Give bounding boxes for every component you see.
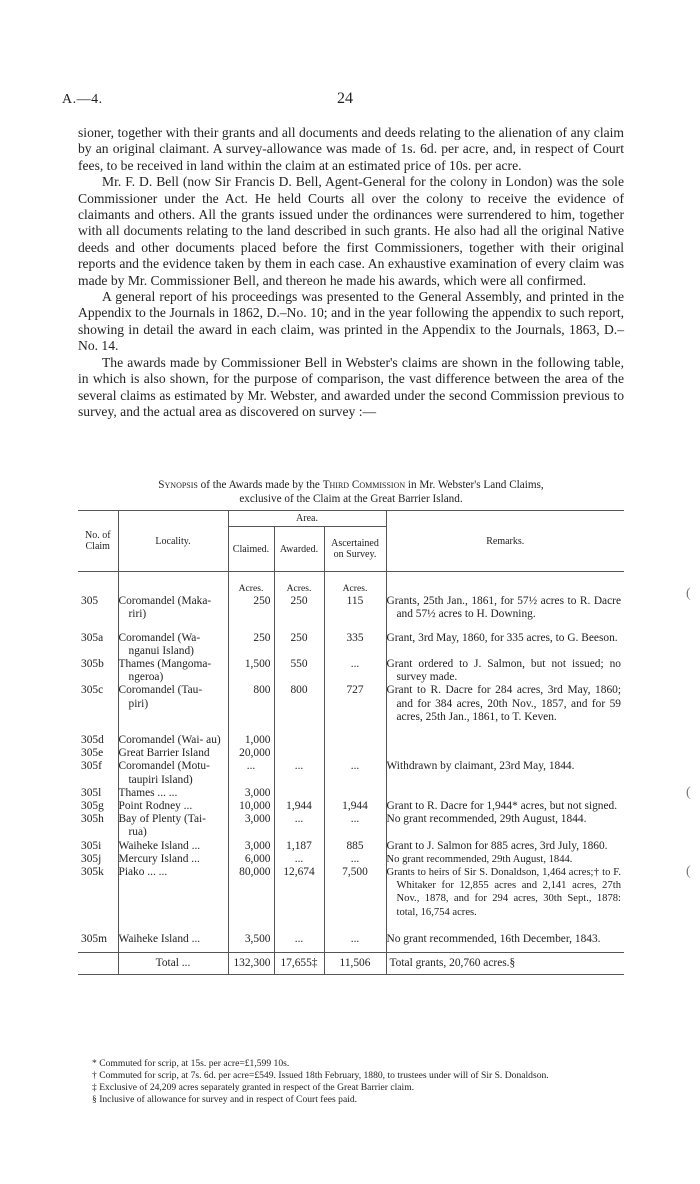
locality: Coromandel (Wai- au) — [118, 734, 228, 747]
claimed: 250 — [228, 595, 274, 631]
ascertained: 1,944 — [324, 800, 386, 813]
ascertained — [324, 787, 386, 800]
locality: Piako ... ... — [118, 866, 228, 933]
table-caption — [78, 478, 624, 506]
claimed: 3,000 — [228, 813, 274, 839]
awarded: ... — [274, 933, 324, 953]
remarks — [386, 747, 624, 760]
ascertained: 727 — [324, 684, 386, 734]
awarded — [274, 787, 324, 800]
table-row — [78, 658, 624, 684]
table-row — [78, 684, 624, 734]
caption-text: in Mr. Webster's Land Claims, — [405, 479, 544, 491]
ascertained: ... — [324, 853, 386, 866]
header-awarded: Awarded. — [274, 527, 324, 572]
awarded — [274, 747, 324, 760]
remarks: Grant to R. Dacre for 1,944* acres, but not signed. — [386, 800, 618, 813]
awarded: 250 — [274, 632, 324, 658]
claimed: ... — [228, 760, 274, 786]
table-row — [78, 595, 624, 631]
table-row — [78, 853, 624, 866]
header-claim-no: No. of Claim — [78, 511, 118, 572]
awarded: 12,674 — [274, 866, 324, 933]
ascertained — [324, 734, 386, 747]
awarded: ... — [274, 760, 324, 786]
total-awarded: 17,655‡ — [274, 953, 324, 975]
remarks — [386, 787, 624, 800]
remarks: No grant recommended, 29th August, 1844. — [386, 853, 573, 865]
claimed: 80,000 — [228, 866, 274, 933]
ascertained — [324, 747, 386, 760]
remarks: Grant, 3rd May, 1860, for 335 acres, to G. Beeson. — [386, 631, 618, 644]
caption-line-2: exclusive of the Claim at the Great Barrier Island. — [239, 493, 463, 505]
awards-table — [78, 510, 624, 975]
claim-no: 305f — [78, 760, 118, 786]
locality: Thames (Mangoma- ngeroa) — [118, 658, 228, 684]
locality: Coromandel (Motu- taupiri Island) — [118, 760, 228, 786]
claim-no: 305d — [78, 734, 118, 747]
awarded: 250 — [274, 595, 324, 631]
awarded: ... — [274, 813, 324, 839]
footnote: * Commuted for scrip, at 15s. per acre=£1,599 10s. — [92, 1058, 290, 1069]
claimed: 10,000 — [228, 800, 274, 813]
units-row — [78, 572, 624, 596]
ascertained: ... — [324, 933, 386, 953]
paragraph: A general report of his proceedings was presented to the General Assembly, and printed in the Appendix to the Journals in 1862, D.–No. 10; and in the year following the appendix to such report, showing in detail the award in each claim, was printed in the Appendix to the Journals, 1863, D.–No. 14. — [78, 289, 624, 354]
table-row — [78, 800, 624, 813]
claim-no: 305c — [78, 684, 118, 734]
footnote: ‡ Exclusive of 24,209 acres separately granted in respect of the Great Barrier claim. — [92, 1082, 415, 1093]
claim-no: 305k — [78, 866, 118, 933]
locality: Point Rodney ... — [118, 800, 228, 813]
paragraph: Mr. F. D. Bell (now Sir Francis D. Bell, Agent-General for the colony in London) was the sole Commissioner under the Act. He held Courts all over the colony to receive the evidence of claimants and others. All the grants issued under the ordinances were surrendered to him, together with all documents relating to the land described in such grants. He also had all the original Native deeds and other documents placed before the first Commissioners, together with their original reports and the evidence taken by them in each case. An exhaustive examination of every claim was made by Mr. Commissioner Bell, and thereon he made his awards, which were all confirmed. — [78, 174, 624, 288]
claimed: 6,000 — [228, 853, 274, 866]
unit-awarded: Acres. — [274, 572, 324, 596]
footnotes — [92, 1058, 632, 1106]
paragraph: sioner, together with their grants and all documents and deeds relating to the alienation of any claim by an original claimant. A survey-allowance was made of 1s. 6d. per acre, and, in respect of Court fees, to be received in land within the claim at an estimated price of 10s. per acre. — [78, 125, 624, 173]
table-row — [78, 866, 624, 933]
claim-no: 305h — [78, 813, 118, 839]
remarks: No grant recommended, 29th August, 1844. — [386, 813, 587, 826]
claimed: 800 — [228, 684, 274, 734]
total-label: Total ... — [118, 953, 228, 975]
header-ascertained: Ascertained on Survey. — [324, 527, 386, 572]
locality: Mercury Island ... — [118, 853, 228, 866]
claim-no: 305g — [78, 800, 118, 813]
claim-no: 305l — [78, 787, 118, 800]
claimed: 3,000 — [228, 787, 274, 800]
ascertained: ... — [324, 760, 386, 786]
unit-claimed: Acres. — [228, 572, 274, 596]
claimed: 3,000 — [228, 840, 274, 853]
total-ascertained: 11,506 — [324, 953, 386, 975]
awarded: 1,187 — [274, 840, 324, 853]
locality: Bay of Plenty (Tai- rua) — [118, 813, 228, 839]
claim-no: 305i — [78, 840, 118, 853]
remarks: Grants, 25th Jan., 1861, for 57½ acres to R. Dacre and 57½ acres to H. Downing. — [386, 595, 621, 621]
awarded: 550 — [274, 658, 324, 684]
table-row — [78, 760, 624, 786]
remarks: Withdrawn by claimant, 23rd May, 1844. — [386, 760, 575, 773]
table-row — [78, 787, 624, 800]
locality: Coromandel (Maka- riri) — [118, 595, 228, 631]
claim-no: 305a — [78, 632, 118, 658]
awarded — [274, 734, 324, 747]
table-row — [78, 813, 624, 839]
ascertained: ... — [324, 813, 386, 839]
ascertained: 335 — [324, 632, 386, 658]
ascertained: 885 — [324, 840, 386, 853]
table-row — [78, 747, 624, 760]
header-claimed: Claimed. — [228, 527, 274, 572]
claimed: 1,000 — [228, 734, 274, 747]
caption-lead: Synopsis — [158, 479, 198, 491]
claim-no: 305e — [78, 747, 118, 760]
body-text — [78, 125, 624, 420]
header-locality: Locality. — [118, 511, 228, 572]
locality: Waiheke Island ... — [118, 840, 228, 853]
document-reference: A.—4. — [62, 92, 103, 107]
ascertained: ... — [324, 658, 386, 684]
table-row — [78, 734, 624, 747]
remarks: Grants to heirs of Sir S. Donaldson, 1,464 acres;† to F. Whitaker for 12,855 acres and 2,141 acres, 27th Nov., 1878, and for 294 acres, 30th Sept., 1878: total, 16,754 acres. — [386, 867, 621, 918]
total-claimed: 132,300 — [228, 953, 274, 975]
margin-mark: ( — [686, 785, 691, 800]
claim-no: 305j — [78, 853, 118, 866]
claimed: 250 — [228, 632, 274, 658]
table-row — [78, 632, 624, 658]
claim-no: 305b — [78, 658, 118, 684]
awarded: 1,944 — [274, 800, 324, 813]
ascertained: 115 — [324, 595, 386, 631]
caption-text: of the Awards made by the — [197, 479, 323, 491]
margin-mark: ( — [686, 586, 691, 601]
margin-mark: ( — [686, 864, 691, 879]
ascertained: 7,500 — [324, 866, 386, 933]
awarded: 800 — [274, 684, 324, 734]
paragraph: The awards made by Commissioner Bell in Webster's claims are shown in the following table, in which is also shown, for the purpose of comparison, the vast difference between the area of the several claims as estimated by Mr. Webster, and awarded under the second Commission previous to survey, and the actual area as discovered on survey :— — [78, 354, 624, 419]
page-number: 24 — [337, 90, 353, 107]
claim-no: 305 — [78, 595, 118, 631]
remarks: Grant ordered to J. Salmon, but not issued; no survey made. — [386, 658, 621, 684]
locality: Great Barrier Island — [118, 747, 228, 760]
remarks: No grant recommended, 16th December, 1843. — [386, 932, 601, 945]
remarks: Grant to J. Salmon for 885 acres, 3rd July, 1860. — [386, 839, 608, 852]
caption-commission: Third Commission — [322, 479, 406, 491]
unit-ascertained: Acres. — [324, 572, 386, 596]
claimed: 1,500 — [228, 658, 274, 684]
total-row — [78, 953, 624, 975]
claimed: 3,500 — [228, 933, 274, 953]
remarks — [386, 734, 624, 747]
header-area: Area. — [228, 511, 386, 527]
locality: Thames ... ... — [118, 787, 228, 800]
locality: Coromandel (Wa- nganui Island) — [118, 632, 228, 658]
total-remarks: Total grants, 20,760 acres.§ — [386, 953, 624, 975]
awarded: ... — [274, 853, 324, 866]
header-remarks: Remarks. — [386, 511, 624, 572]
claimed: 20,000 — [228, 747, 274, 760]
claim-no: 305m — [78, 933, 118, 953]
footnote: § Inclusive of allowance for survey and in respect of Court fees paid. — [92, 1094, 358, 1105]
table-header-row — [78, 511, 624, 527]
remarks: Grant to R. Dacre for 284 acres, 3rd May, 1860; and for 384 acres, 20th Nov., 1857, and for 59 acres, 25th Jan., 1861, to T. Keven. — [386, 684, 621, 723]
table-row — [78, 840, 624, 853]
footnote: † Commuted for scrip, at 7s. 6d. per acre=£549. Issued 18th February, 1880, to trustees under will of Sir S. Donaldson. — [92, 1070, 549, 1081]
table-row — [78, 933, 624, 953]
locality: Coromandel (Tau- piri) — [118, 684, 228, 734]
locality: Waiheke Island ... — [118, 933, 228, 953]
